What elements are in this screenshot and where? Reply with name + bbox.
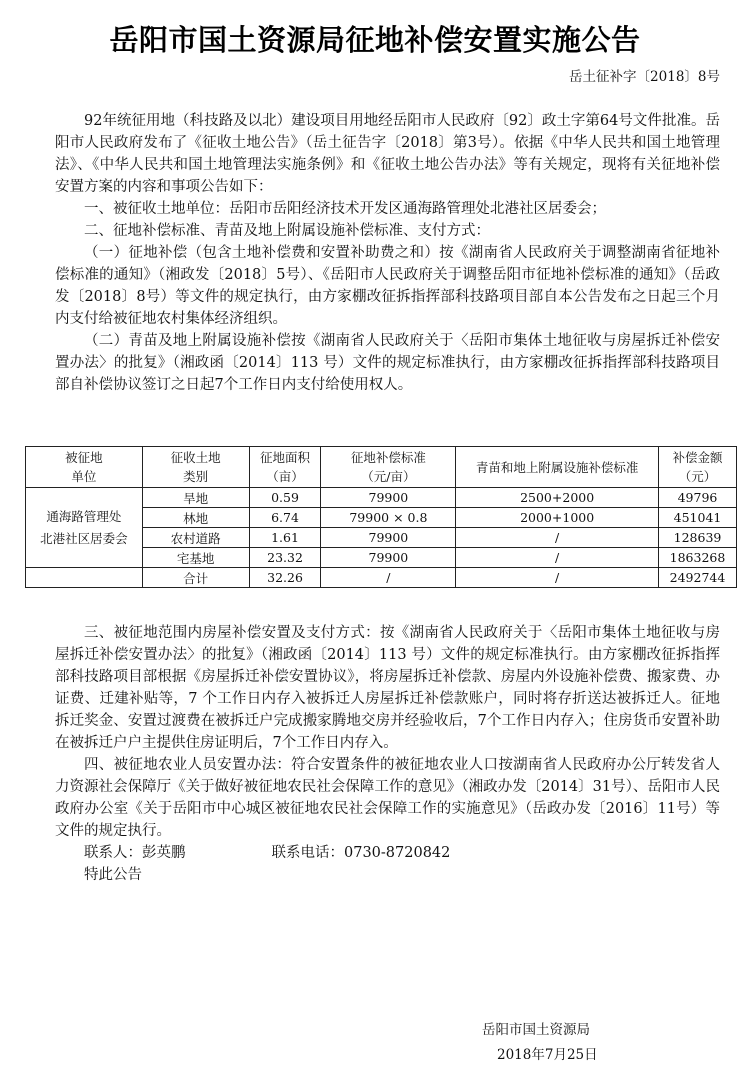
land-type-cell: 宅基地 bbox=[142, 548, 249, 568]
header-standard: 征地补偿标准 （元/亩） bbox=[321, 447, 456, 488]
total-amount-cell: 2492744 bbox=[659, 568, 737, 588]
contact-person: 联系人：彭英鹏 bbox=[84, 845, 186, 861]
crop-standard-cell: / bbox=[456, 528, 659, 548]
compensation-table bbox=[25, 446, 737, 588]
land-type-cell: 林地 bbox=[142, 508, 249, 528]
total-area-cell: 32.26 bbox=[249, 568, 321, 588]
standard-cell: 79900 bbox=[321, 488, 456, 508]
table-header-row bbox=[26, 447, 737, 488]
standard-cell: 79900 bbox=[321, 528, 456, 548]
contact-phone: 联系电话：0730-8720842 bbox=[271, 845, 451, 861]
area-cell: 0.59 bbox=[249, 488, 321, 508]
header-amount: 补偿金额 （元） bbox=[659, 447, 737, 488]
issue-date: 2018年7月25日 bbox=[497, 1047, 598, 1063]
amount-cell: 49796 bbox=[659, 488, 737, 508]
total-empty-cell bbox=[26, 568, 143, 588]
header-unit: 被征地 单位 bbox=[26, 447, 143, 488]
notice-body-top bbox=[55, 110, 720, 396]
notice-title: 岳阳市国土资源局征地补偿安置实施公告 bbox=[109, 23, 641, 57]
item-2-paragraph: 二、征地补偿标准、青苗及地上附属设施补偿标准、支付方式： bbox=[84, 223, 490, 239]
total-label-cell: 合计 bbox=[142, 568, 249, 588]
item-2-1-paragraph: （一）征地补偿（包含土地补偿费和安置补助费之和）按《湖南省人民政府关于调整湖南省征地补偿标准的通知》（湘政发〔2018〕5号）、《岳阳市人民政府关于调整岳阳市征地补偿标准的通知》（岳政发〔2018〕8号）等文件的规定执行，由方家棚改征拆指挥部科技路项目部自本公告发布之日起三个月内支付给被征地农村集体经济组织。 bbox=[55, 245, 720, 327]
standard-cell: 79900 × 0.8 bbox=[321, 508, 456, 528]
amount-cell: 1863268 bbox=[659, 548, 737, 568]
area-cell: 6.74 bbox=[249, 508, 321, 528]
amount-cell: 451041 bbox=[659, 508, 737, 528]
header-area: 征地面积 （亩） bbox=[249, 447, 321, 488]
item-4-paragraph: 四、被征地农业人员安置办法：符合安置条件的被征地农业人口按湖南省人民政府办公厅转发省人力资源社会保障厅《关于做好被征地农民社会保障工作的意见》（湘政办发〔2014〕31号）、岳阳市人民政府办公室《关于岳阳市中心城区被征地农民社会保障工作的实施意见》（岳政办发〔2016〕11号）等文件的规定执行。 bbox=[55, 757, 720, 839]
standard-cell: 79900 bbox=[321, 548, 456, 568]
area-cell: 1.61 bbox=[249, 528, 321, 548]
document-number: 岳土征补字〔2018〕8号 bbox=[569, 69, 720, 85]
issuing-authority: 岳阳市国土资源局 bbox=[482, 1022, 590, 1038]
crop-standard-cell: 2500+2000 bbox=[456, 488, 659, 508]
unit-cell: 通海路管理处 北港社区居委会 bbox=[26, 488, 143, 568]
item-1-paragraph: 一、被征收土地单位：岳阳市岳阳经济技术开发区通海路管理处北港社区居委会； bbox=[84, 201, 606, 217]
header-crop-standard: 青苗和地上附属设施补偿标准 bbox=[456, 447, 659, 488]
total-crop-cell: / bbox=[456, 568, 659, 588]
table-total-row bbox=[26, 568, 737, 588]
land-type-cell: 旱地 bbox=[142, 488, 249, 508]
amount-cell: 128639 bbox=[659, 528, 737, 548]
area-cell: 23.32 bbox=[249, 548, 321, 568]
item-2-2-paragraph: （二）青苗及地上附属设施补偿按《湖南省人民政府关于〈岳阳市集体土地征收与房屋拆迁补偿安置办法〉的批复》（湘政函〔2014〕113 号）文件的规定标准执行，由方家棚改征拆指挥部科技路项目部自补偿协议签订之日起7个工作日内支付给使用权人。 bbox=[55, 333, 720, 393]
closing-text: 特此公告 bbox=[84, 867, 142, 883]
table-row bbox=[26, 488, 737, 508]
notice-body-bottom bbox=[55, 622, 720, 886]
crop-standard-cell: 2000+1000 bbox=[456, 508, 659, 528]
intro-paragraph: 92年统征用地（科技路及以北）建设项目用地经岳阳市人民政府〔92〕政土字第64号文件批准。岳阳市人民政府发布了《征收土地公告》（岳土征告字〔2018〕第3号）。依据《中华人民共和国土地管理法》、《中华人民共和国土地管理法实施条例》和《征收土地公告办法》等有关规定，现将有关征地补偿安置方案的内容和事项公告如下： bbox=[55, 113, 720, 195]
contact-line bbox=[55, 842, 720, 864]
header-land-type: 征收土地 类别 bbox=[142, 447, 249, 488]
total-standard-cell: / bbox=[321, 568, 456, 588]
item-3-paragraph: 三、被征地范围内房屋补偿安置及支付方式：按《湖南省人民政府关于〈岳阳市集体土地征收与房屋拆迁补偿安置办法〉的批复》（湘政函〔2014〕113 号）文件的规定标准执行。由方家棚改征拆指挥部科技路项目部根据《房屋拆迁补偿安置协议》，将房屋拆迁补偿款、房屋内外设施补偿费、搬家费、办证费、迁建补贴等，7 个工作日内存入被拆迁人房屋拆迁补偿款账户，同时将存折送达被拆迁人。征地拆迁奖金、安置过渡费在被拆迁户完成搬家腾地交房并经验收后，7个工作日内存入；住房货币安置补助在被拆迁户户主提供住房证明后，7个工作日内存入。 bbox=[55, 625, 720, 751]
land-type-cell: 农村道路 bbox=[142, 528, 249, 548]
crop-standard-cell: / bbox=[456, 548, 659, 568]
